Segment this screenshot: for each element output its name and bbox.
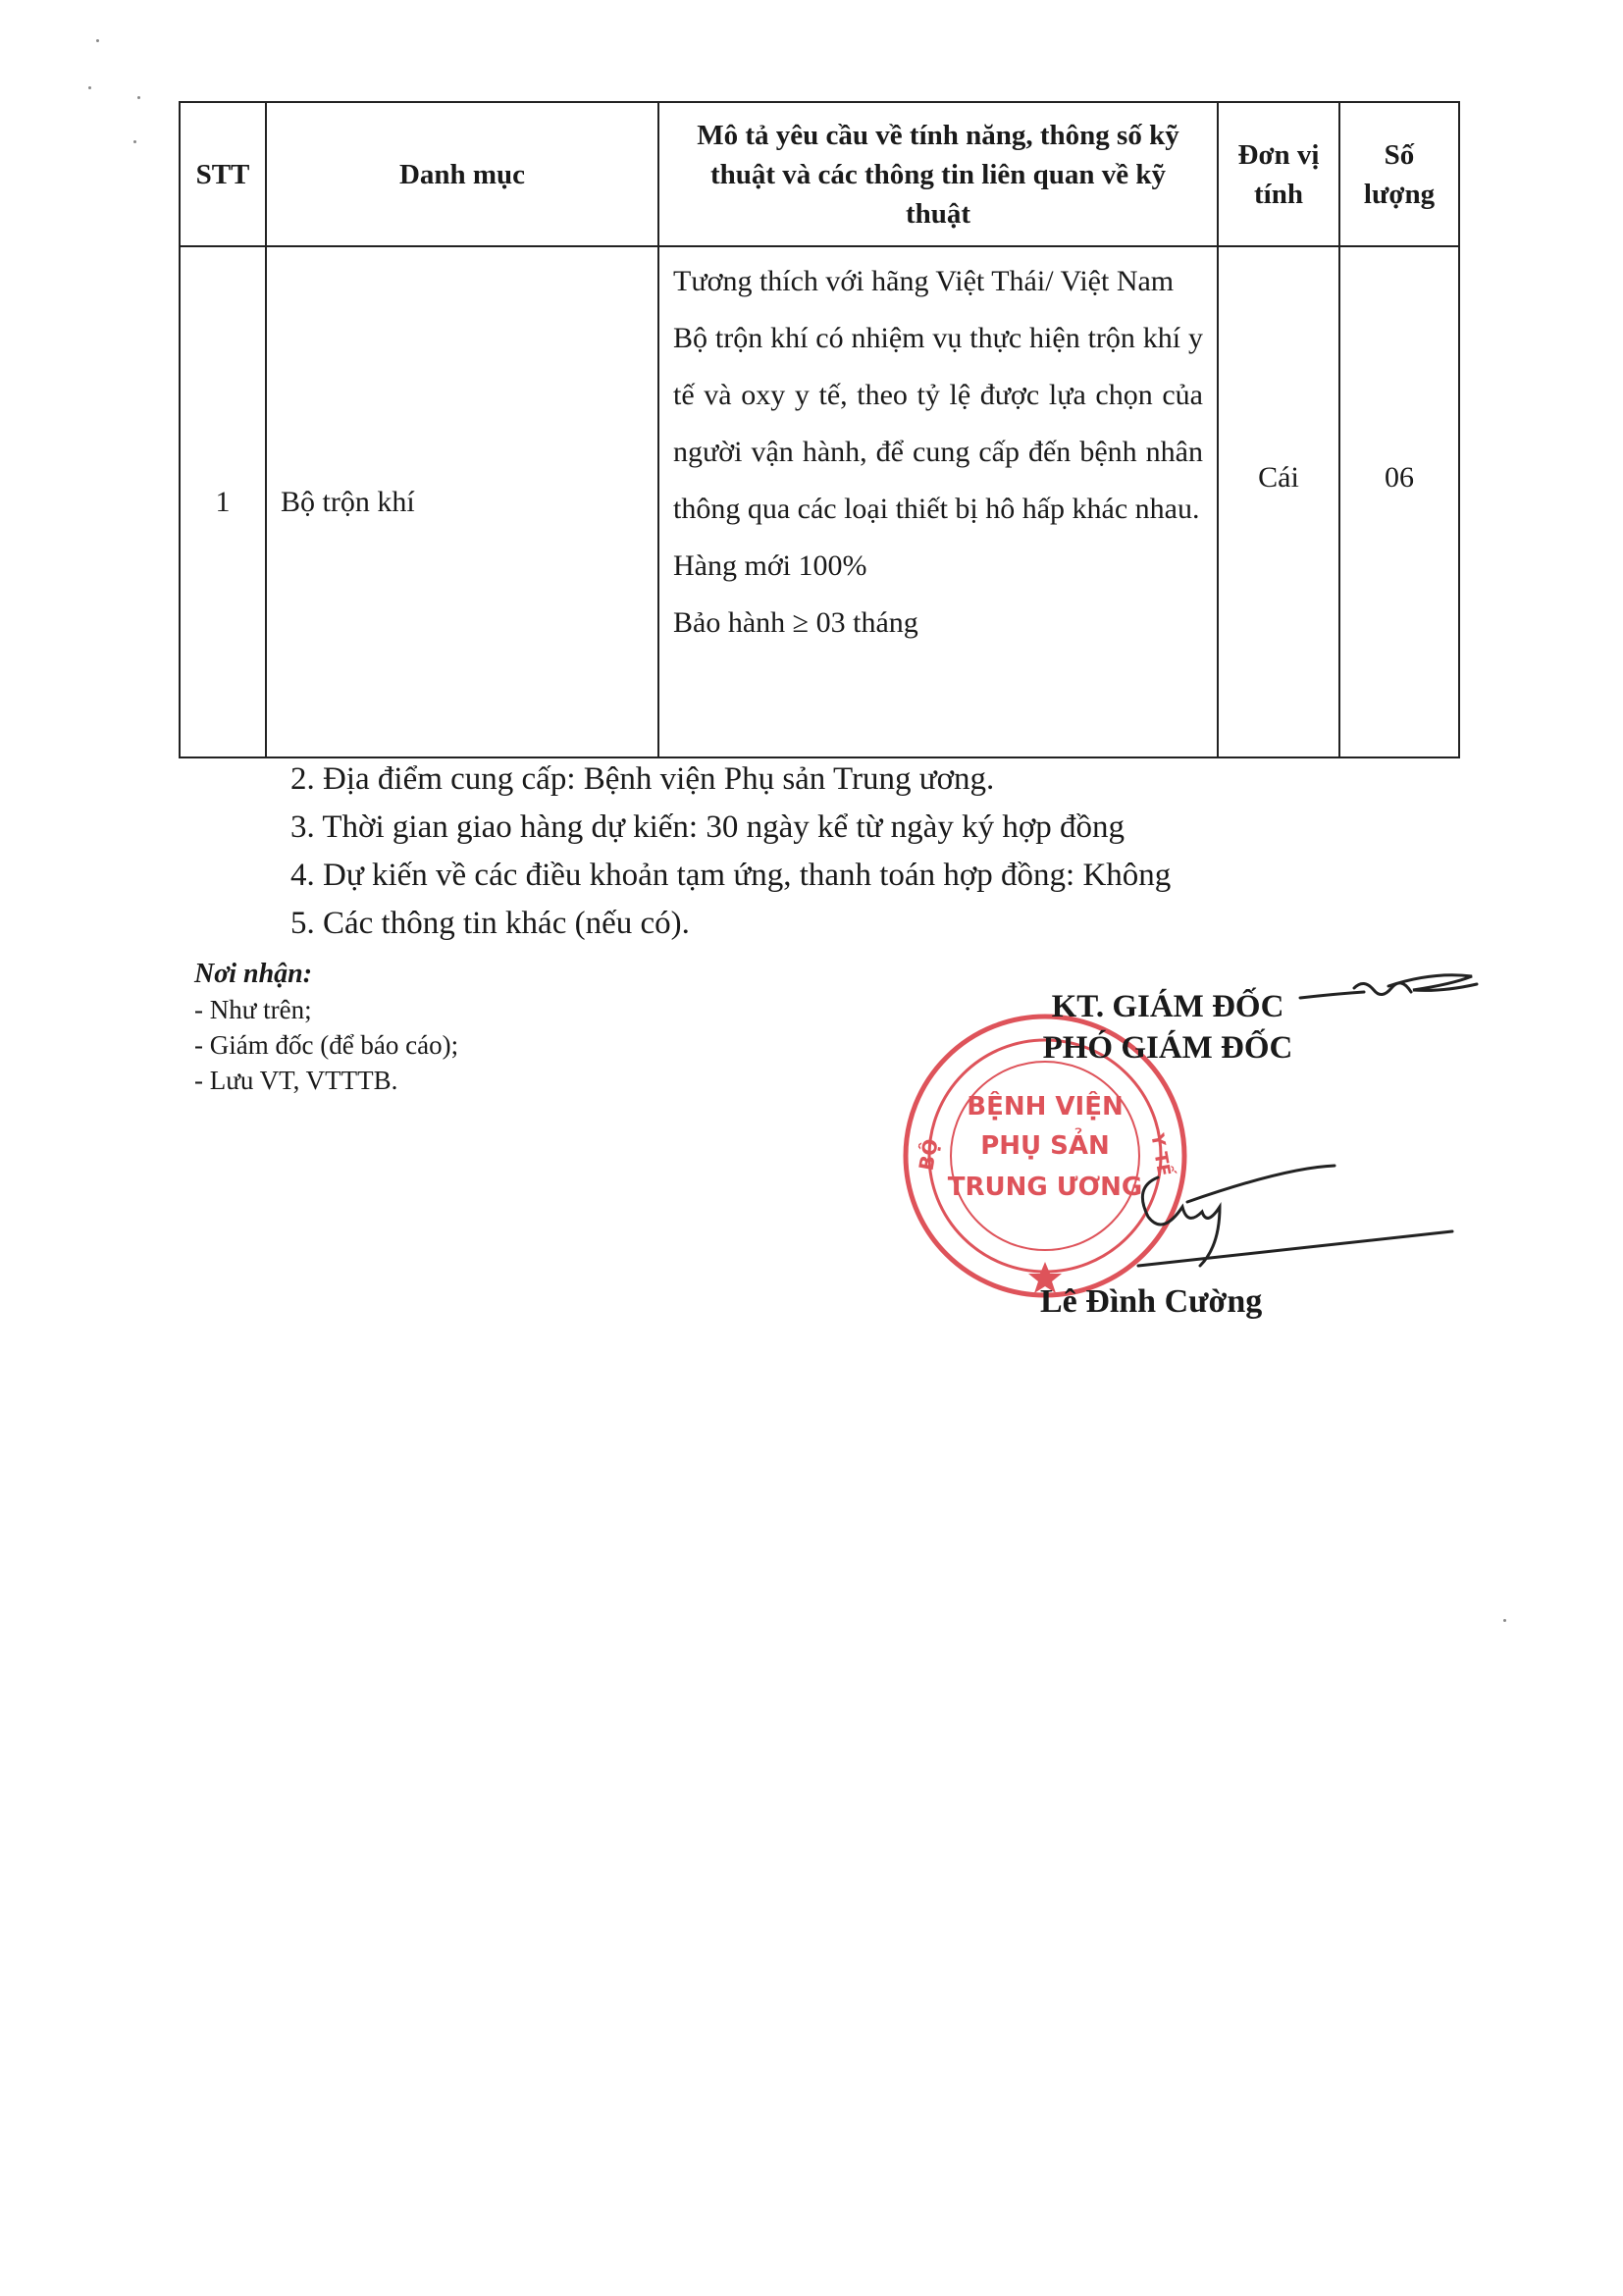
table-row: [180, 246, 1459, 757]
header-description: Mô tả yêu cầu về tính năng, thông số kỹ thuật và các thông tin liên quan về kỹ thuật: [658, 102, 1218, 246]
header-category: Danh mục: [266, 102, 658, 246]
recipient-item: - Giám đốc (để báo cáo);: [194, 1030, 459, 1060]
stamp-ring-left: BỘ: [914, 1136, 943, 1173]
info-item-delivery: 3. Thời gian giao hàng dự kiến: 30 ngày kể từ ngày ký hợp đồng: [290, 809, 1126, 845]
info-item-payment: 4. Dự kiến về các điều khoản tạm ứng, thanh toán hợp đồng: Không: [290, 858, 1172, 893]
description-line: Bộ trộn khí có nhiệm vụ thực hiện trộn khí y tế và oxy y tế, theo tỷ lệ được lựa chọn của người vận hành, để cung cấp đến bệnh nhân thông qua các loại thiết bị hô hấp khác nhau.: [673, 322, 1203, 525]
info-list: [290, 756, 1171, 948]
header-quantity: Số lượng: [1339, 102, 1459, 246]
row-description: [658, 246, 1218, 757]
row-quantity: 06: [1339, 246, 1459, 757]
description-line: Hàng mới 100%: [673, 549, 867, 582]
stamp-ring-right: Y TẾ: [1146, 1131, 1175, 1178]
signature-title-2: PHÓ GIÁM ĐỐC: [1042, 1030, 1293, 1066]
stamp-line-3: TRUNG ƯƠNG: [947, 1173, 1143, 1202]
handwritten-signature-icon: [1119, 1148, 1472, 1276]
header-unit: Đơn vị tính: [1218, 102, 1339, 246]
description-line: Bảo hành ≥ 03 tháng: [673, 606, 918, 639]
row-category: Bộ trộn khí: [266, 246, 658, 757]
stamp-line-1: BỆNH VIỆN: [967, 1092, 1124, 1122]
scan-speck: [137, 96, 140, 99]
recipients-title: Nơi nhận:: [194, 959, 313, 989]
spec-table: [179, 101, 1460, 758]
info-item-location: 2. Địa điểm cung cấp: Bệnh viện Phụ sản Trung ương.: [290, 761, 995, 797]
signature-title-1: KT. GIÁM ĐỐC: [1051, 989, 1284, 1024]
scan-speck: [96, 39, 99, 42]
recipient-item: - Lưu VT, VTTTB.: [194, 1066, 398, 1095]
info-item-other: 5. Các thông tin khác (nếu có).: [290, 906, 690, 941]
signer-name: Lê Đình Cường: [1040, 1283, 1263, 1320]
stamp-line-2: PHỤ SẢN: [980, 1131, 1110, 1161]
recipients-block: [194, 957, 458, 1098]
row-unit: Cái: [1218, 246, 1339, 757]
scan-speck: [1503, 1619, 1506, 1622]
scan-speck: [133, 140, 136, 143]
recipient-item: - Như trên;: [194, 995, 312, 1024]
header-stt: STT: [180, 102, 266, 246]
table-header-row: [180, 102, 1459, 246]
initial-mark-icon: [1295, 966, 1482, 1016]
row-stt: 1: [180, 246, 266, 757]
scan-speck: [88, 86, 91, 89]
description-line: Tương thích với hãng Việt Thái/ Việt Nam: [673, 265, 1175, 297]
